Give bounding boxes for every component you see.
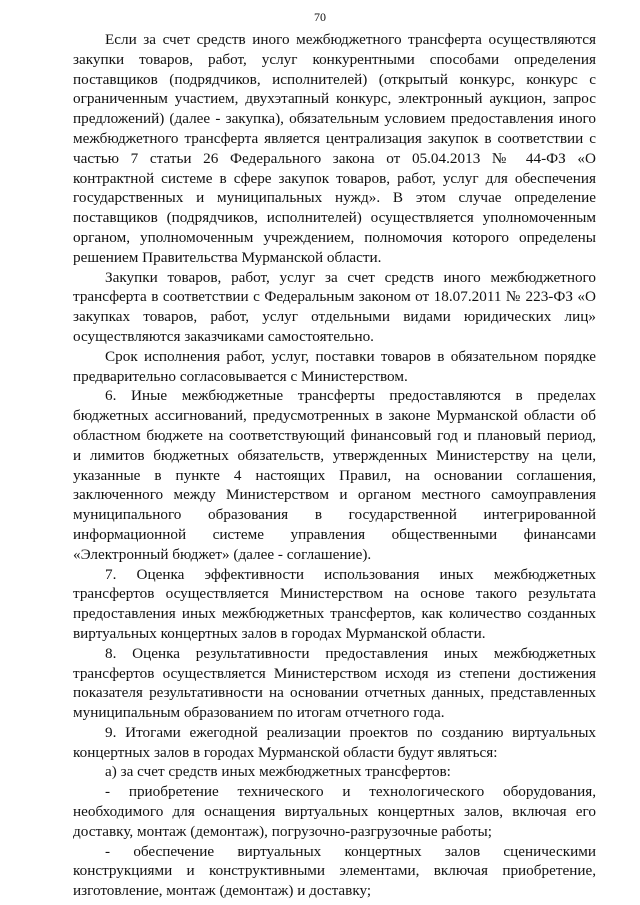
text-line: доставку, монтаж (демонтаж), погрузочно-разгрузочные работы; <box>73 822 492 840</box>
text-line: осуществляются заказчиками самостоятельно. <box>73 327 374 345</box>
text-line: ограниченным участием, двухэтапный конкурс, электронный аукцион, запрос <box>73 90 596 108</box>
text-line: закупки товаров, работ, услуг конкурентными способами определения <box>73 50 596 68</box>
text-line: 7. Оценка эффективности использования иных межбюджетных <box>105 565 596 583</box>
text-line: 9. Итогами ежегодной реализации проектов по созданию виртуальных <box>105 723 596 741</box>
text-line: поставщиков (подрядчиков, исполнителей) осуществляется уполномоченным <box>73 209 596 227</box>
text-line: контрактной системе в сфере закупок товаров, работ, услуг для обеспечения <box>73 169 596 187</box>
text-line: бюджетных ассигнований, предусмотренных в законе Мурманской области об <box>73 407 596 425</box>
text-line: трансфертов осуществляется Министерством исходя из степени достижения <box>73 664 596 682</box>
text-line: государственных и муниципальных нужд». В этом случае определение <box>73 189 596 207</box>
text-line: органом, уполномоченным учреждением, полномочия которого определены <box>73 228 596 246</box>
text-line: - приобретение технического и технологического оборудования, <box>105 783 596 801</box>
text-line: решением Правительства Мурманской области. <box>73 248 382 266</box>
text-line: предоставления иных межбюджетных трансфертов, как количество созданных <box>73 605 596 623</box>
text-line: поставщиков (подрядчиков, исполнителей) (открытый конкурс, конкурс с <box>73 70 596 88</box>
text-line: конструкциями и конструктивными элементами, включая приобретение, <box>73 862 596 880</box>
text-line: предложений) (далее - закупка), обязательным условием предоставления иного <box>73 110 596 128</box>
text-line: виртуальных концертных залов в городах Мурманской области. <box>73 624 486 642</box>
text-line: - обеспечение виртуальных концертных залов сценическими <box>105 842 596 860</box>
text-line: областном бюджете на соответствующий финансовый год и плановый период, <box>73 426 596 444</box>
text-line: показателя результативности на основании отчетных данных, представленных <box>73 684 596 702</box>
text-line: указанные в пункте 4 настоящих Правил, на основании соглашения, <box>73 466 596 484</box>
text-line: Срок исполнения работ, услуг, поставки товаров в обязательном порядке <box>105 347 596 365</box>
text-line: 8. Оценка результативности предоставления иных межбюджетных <box>105 644 596 662</box>
text-line: заключенного между Министерством и органом местного самоуправления <box>73 486 596 504</box>
text-line: изготовление, монтаж (демонтаж) и доставку; <box>73 882 372 900</box>
text-line: муниципального образования в государственной интегрированной <box>73 506 596 524</box>
text-line: информационной системе управления общественными финансами <box>73 525 596 543</box>
text-line: межбюджетного трансферта является централизация закупок в соответствии с <box>73 129 596 147</box>
text-line: предварительно согласовывается с Министерством. <box>73 367 408 385</box>
page-number: 70 <box>314 10 326 24</box>
text-line: трансферта в соответствии с Федеральным законом от 18.07.2011 № 223-ФЗ «О <box>73 288 596 306</box>
text-line: закупках товаров, работ, услуг отдельными видами юридических лиц» <box>73 308 596 326</box>
text-line: необходимого для оснащения виртуальных концертных залов, включая его <box>73 803 596 821</box>
text-line: концертных залов в городах Мурманской области будут являться: <box>73 743 498 761</box>
text-line: и лимитов бюджетных обязательств, утвержденных Министерству на цели, <box>73 446 596 464</box>
text-line: а) за счет средств иных межбюджетных трансфертов: <box>105 763 451 781</box>
text-line: муниципальным образованием по итогам отчетного года. <box>73 704 445 722</box>
document-body <box>73 30 596 901</box>
text-line: 6. Иные межбюджетные трансферты предоставляются в пределах <box>105 387 596 405</box>
text-line: Если за счет средств иного межбюджетного трансферта осуществляются <box>105 31 596 48</box>
text-line: Закупки товаров, работ, услуг за счет средств иного межбюджетного <box>105 268 596 286</box>
text-line: трансфертов осуществляется Министерством на основе такого результата <box>73 585 596 603</box>
text-line: частью 7 статьи 26 Федерального закона от 05.04.2013 № 44-ФЗ «О <box>73 149 596 167</box>
text-line: «Электронный бюджет» (далее - соглашение). <box>73 545 372 563</box>
